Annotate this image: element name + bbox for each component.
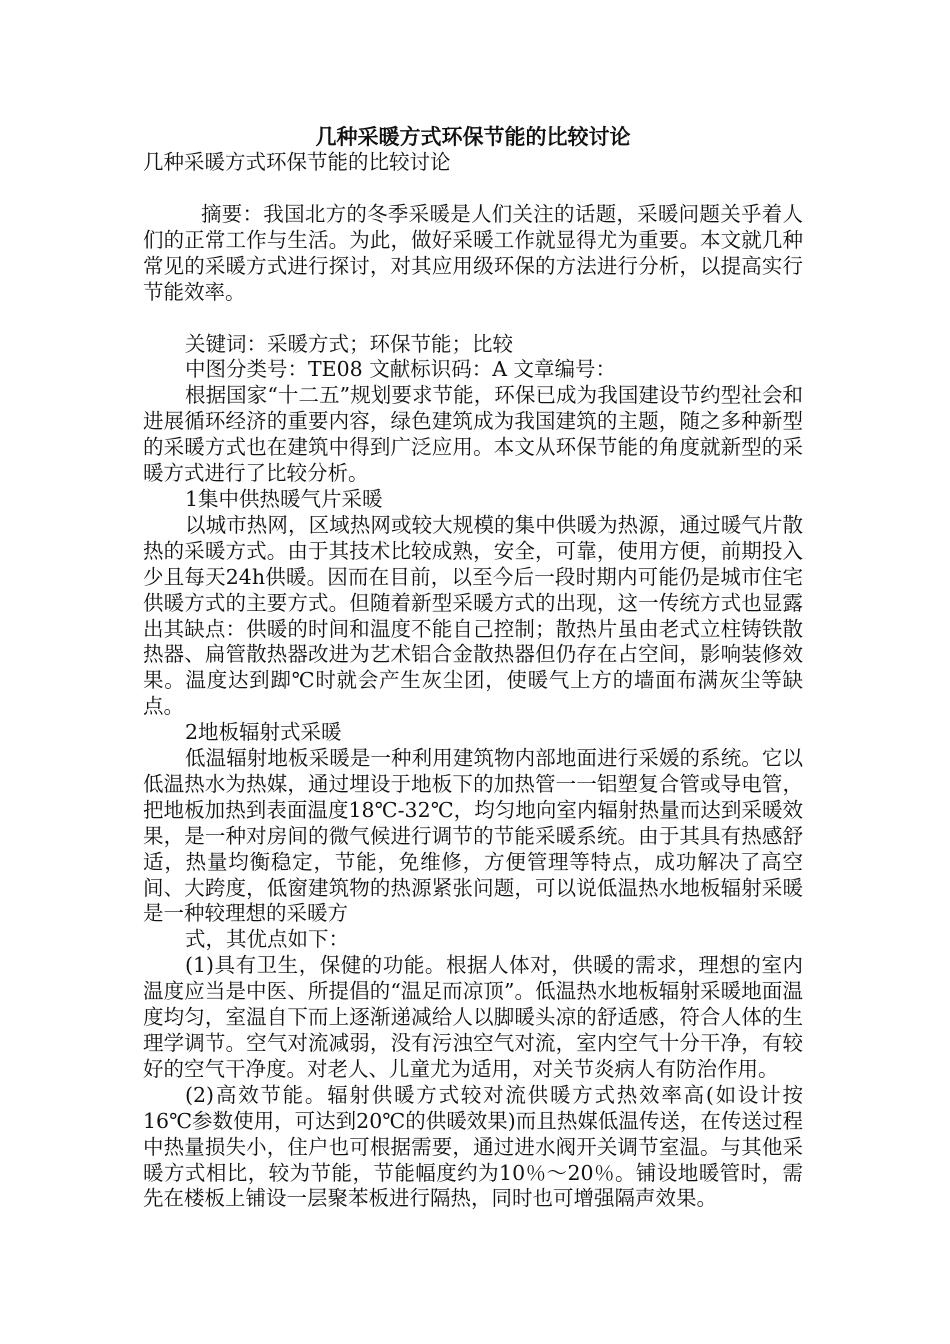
keywords-line: 关键词：采暖方式；环保节能；比较 <box>185 331 513 356</box>
advantage-point-2: (2)高效节能。辐射供暖方式较对流供暖方式热效率高(如设计按16℃参数使用，可达到20℃的供暖效果)而且热媒低温传送，在传送过程中热量损失小，住户也可根据需要，通过进水阀开关调节室温。与其他采暖方式相比，较为节能，节能幅度约为10％～20％。铺设地暖管时，需先在楼板上铺设一层聚苯板进行隔热，同时也可增强隔声效果。 <box>143 1082 803 1211</box>
abstract-paragraph: 摘要：我国北方的冬季采暖是人们关注的话题，采暖问题关乎着人们的正常工作与生活。为此，做好采暖工作就显得尤为重要。本文就几种常见的采暖方式进行探讨，对其应用级环保的方法进行分析，以提高实行节能效率。 <box>143 201 803 304</box>
section-2-continuation: 式，其优点如下： <box>185 927 349 952</box>
section-1-paragraph: 以城市热网，区域热网或较大规模的集中供暖为热源，通过暖气片散热的采暖方式。由于其技术比较成熟，安全，可靠，使用方便，前期投入少且每天24h供暖。因而在目前，以至今后一段时期内可能仍是城市住宅供暖方式的主要方式。但随着新型采暖方式的出现，这一传统方式也显露出其缺点：供暖的时间和温度不能自己控制；散热片虽由老式立柱铸铁散热器、扁管散热器改进为艺术铝合金散热器但仍存在占空间，影响装修效果。温度达到踋℃时就会产生灰尘团，使暖气上方的墙面布满灰尘等缺点。 <box>143 512 803 719</box>
section-2-paragraph: 低温辐射地板采暖是一种利用建筑物内部地面进行采媛的系统。它以低温热水为热媒，通过埋设于地板下的加热管一一铝塑复合管或导电管，把地板加热到表面温度18℃-32℃，均匀地向室内辐射热量而达到采暖效果，是一种对房间的微气候进行调节的节能采暖系统。由于其具有热感舒适，热量均衡稳定，节能，免维修，方便管理等特点，成功解决了高空间、大跨度，低窗建筑物的热源紧张问题，可以说低温热水地板辐射采暖是一种较理想的采暖方 <box>143 746 803 926</box>
document-body <box>143 124 803 1212</box>
section-1-heading: 1集中供热暖气片采暖 <box>185 486 383 511</box>
classification-line: 中图分类号：TE08 文献标识码：A 文章编号： <box>185 357 617 382</box>
document-subtitle: 几种采暖方式环保节能的比较讨论 <box>143 150 451 174</box>
advantage-point-1: (1)具有卫生，保健的功能。根据人体对，供暖的需求，理想的室内温度应当是中医、所提倡的“温足而凉顶”。低温热水地板辐射采暖地面温度均匀，室温自下而上逐渐递减给人以脚暖头凉的舒适感，符合人体的生理学调节。空气对流减弱，没有污浊空气对流，室内空气十分干净，有较好的空气干净度。对老人、儿童尤为适用，对关节炎病人有防治作用。 <box>143 953 803 1081</box>
document-title: 几种采暖方式环保节能的比较讨论 <box>315 124 631 149</box>
intro-paragraph: 根据国家“十二五”规划要求节能，环保已成为我国建设节约型社会和进展循环经济的重要内容，绿色建筑成为我国建筑的主题，随之多种新型的采暖方式也在建筑中得到广泛应用。本文从环保节能的角度就新型的采暖方式进行了比较分析。 <box>143 383 803 486</box>
section-2-heading: 2地板辐射式采暖 <box>185 720 342 745</box>
